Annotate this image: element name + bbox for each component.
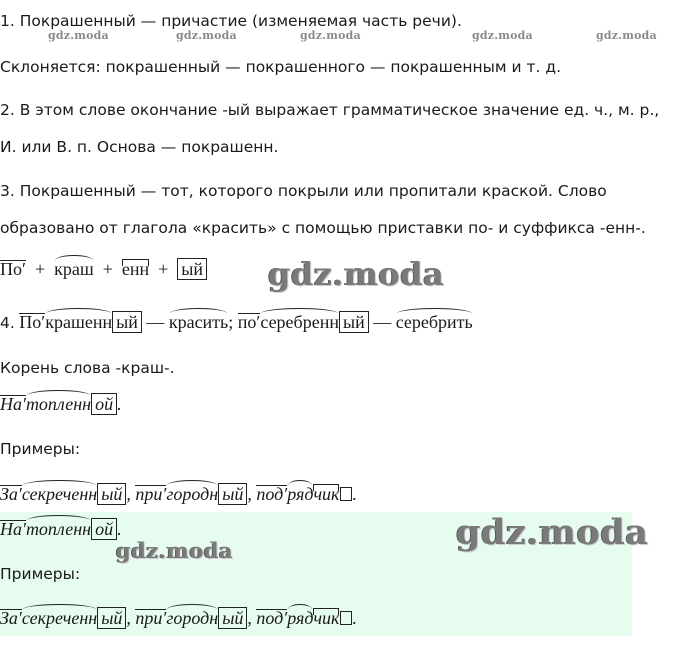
paragraph-3b: образовано от глагола «красить» с помощью приставки по- и суффикса -енн-. [0, 219, 646, 237]
ending-mark: ый [177, 258, 207, 280]
watermark-large: gdz.moda [268, 255, 445, 293]
watermark: gdz.moda [596, 29, 657, 42]
prefix-mark: За′ [0, 484, 22, 504]
suffix-mark: енн [121, 259, 150, 279]
suffix-mark: чик [313, 608, 340, 628]
prefix-mark: при′ [135, 608, 167, 628]
prefix-mark: под′ [256, 484, 288, 504]
root-mark: серебренн [260, 312, 339, 332]
ending-mark: ый [97, 607, 126, 629]
suffix-mark: чик [313, 484, 340, 504]
root-mark: секреченн [21, 608, 98, 628]
ending-mark: ый [339, 311, 369, 333]
watermark-medium: gdz.moda [116, 538, 234, 563]
root-mark: красить [168, 312, 229, 332]
ending-mark: ый [218, 483, 247, 505]
prefix-mark: под′ [256, 608, 288, 628]
prefix-mark: По′ [19, 312, 46, 332]
root-text: Корень слова -краш-. [0, 359, 175, 377]
root-mark: топленн [25, 394, 92, 414]
root-mark: городн [166, 608, 219, 628]
examples-words: За′секреченн ый , при′городн ый , под′рядчик . [0, 484, 357, 504]
paragraph-2b: И. или В. п. Основа — покрашенн. [0, 138, 279, 156]
ending-mark: ый [112, 311, 142, 333]
prefix-mark: при′ [135, 484, 167, 504]
paragraph-4: 4. По′крашенн ый — красить; по′серебренн ый — серебрить [0, 312, 473, 332]
paragraph-3a: 3. Покрашенный — тот, которого покрыли или пропитали краской. Слово [0, 182, 607, 200]
root-mark: серебрить [395, 312, 473, 332]
plus-sign: + [158, 259, 169, 279]
example-natoplennoy-repeat: На′топленн ой . [0, 519, 122, 539]
prefix-mark: На′ [0, 519, 26, 539]
root-mark: городн [166, 484, 219, 504]
paragraph-1b: Склоняется: покрашенный — покрашенного — покрашенным и т. д. [0, 58, 562, 76]
watermark-large: gdz.moda [456, 512, 649, 553]
root-mark: ряд [287, 484, 314, 504]
watermark: gdz.moda [48, 29, 109, 42]
prefix-mark: По′ [0, 259, 26, 279]
ending-mark: ой [91, 393, 117, 415]
root-mark: секреченн [21, 484, 98, 504]
morpheme-formula [0, 258, 207, 280]
prefix-mark: За′ [0, 608, 22, 628]
plus-sign: + [102, 259, 113, 279]
root-mark: ряд [287, 608, 314, 628]
watermark: gdz.moda [176, 29, 237, 42]
watermark: gdz.moda [300, 29, 361, 42]
root-mark: краш [54, 259, 94, 279]
examples-label: Примеры: [0, 440, 81, 458]
root-mark: крашенн [45, 312, 113, 332]
examples-words-repeat: За′секреченн ый , при′городн ый , под′рядчик . [0, 608, 357, 628]
paragraph-1: 1. Покрашенный — причастие (изменяемая часть речи). [0, 12, 462, 30]
prefix-mark: по′ [237, 312, 261, 332]
paragraph-2a: 2. В этом слове окончание -ый выражает грамматическое значение ед. ч., м. р., [0, 101, 660, 119]
null-ending-mark [340, 611, 352, 625]
ending-mark: ый [218, 607, 247, 629]
example-natoplennoy: На′топленн ой . [0, 394, 122, 414]
ending-mark: ой [91, 518, 117, 540]
null-ending-mark [340, 487, 352, 501]
plus-sign: + [34, 259, 46, 279]
ending-mark: ый [97, 483, 126, 505]
prefix-mark: На′ [0, 394, 26, 414]
watermark: gdz.moda [472, 29, 533, 42]
root-mark: топленн [25, 519, 92, 539]
examples-label-repeat: Примеры: [0, 565, 81, 583]
